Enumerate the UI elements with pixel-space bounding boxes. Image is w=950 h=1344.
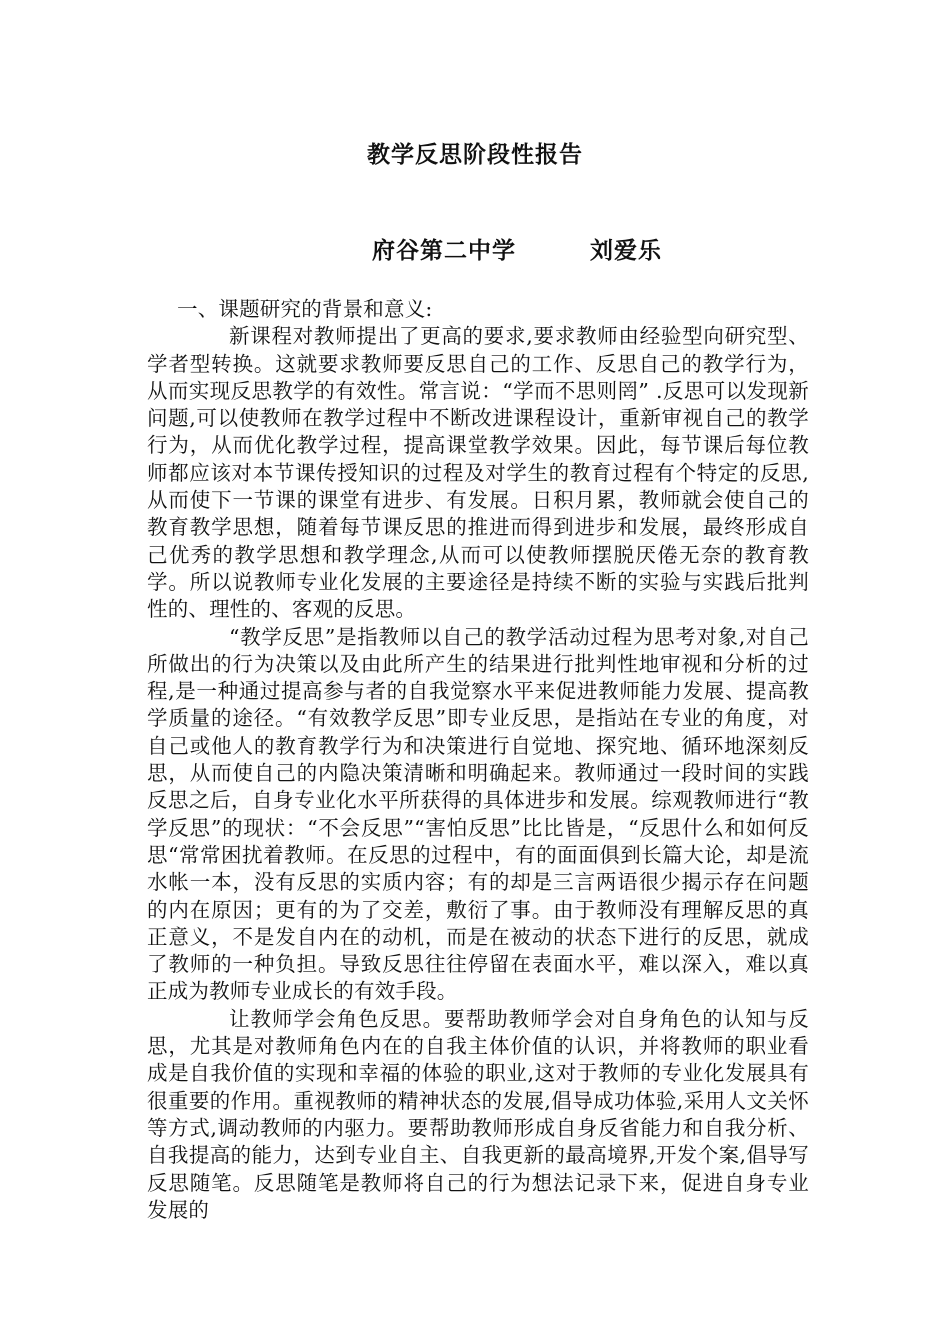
section-heading: 一、课题研究的背景和意义: [177, 297, 433, 321]
school-name: 府谷第二中学 [372, 237, 516, 264]
paragraph-1: 新课程对教师提出了更高的要求,要求教师由经验型向研究型、学者型转换。这就要求教师要反思自己的工作、反思自己的教学行为，从而实现反思教学的有效性。常言说：“学而不思则罔” .反思可以发现新问题,可以使教师在教学过程中不断改进课程设计，重新审视自己的教学行为，从而优化教学过程，提高课堂教学效果。因此，每节课后每位教师都应该对本节课传授知识的过程及对学生的教育过程有个特定的反思,从而使下一节课的课堂有进步、有发展。日积月累，教师就会使自己的教育教学思想，随着每节课反思的推进而得到进步和发展，最终形成自己优秀的教学思想和教学理念,从而可以使教师摆脱厌倦无奈的教育教学。所以说教师专业化发展的主要途径是持续不断的实验与实践后批判性的、理性的、客观的反思。 [147, 324, 809, 622]
paragraph-3: 让教师学会角色反思。要帮助教师学会对自身角色的认知与反思，尤其是对教师角色内在的自我主体价值的认识，并将教师的职业看成是自我价值的实现和幸福的体验的职业,这对于教师的专业化发展具有很重要的作用。重视教师的精神状态的发展,倡导成功体验,采用人文关怀等方式,调动教师的内驱力。要帮助教师形成自身反省能力和自我分析、自我提高的能力，达到专业自主、自我更新的最高境界,开发个案,倡导写反思随笔。反思随笔是教师将自己的行为想法记录下来，促进自身专业发展的 [147, 1006, 809, 1222]
paragraph-2: “教学反思”是指教师以自己的教学活动过程为思考对象,对自己所做出的行为决策以及由此所产生的结果进行批判性地审视和分析的过程,是一种通过提高参与者的自我觉察水平来促进教师能力发展、提高教学质量的途径。“有效教学反思”即专业反思，是指站在专业的角度，对自己或他人的教育教学行为和决策进行自觉地、探究地、循环地深刻反思，从而使自己的内隐决策清晰和明确起来。教师通过一段时间的实践反思之后，自身专业化水平所获得的具体进步和发展。综观教师进行“教学反思”的现状：“不会反思”“害怕反思”比比皆是，“反思什么和如何反思“常常困扰着教师。在反思的过程中，有的面面俱到长篇大论，却是流水帐一本，没有反思的实质内容；有的却是三言两语很少揭示存在问题的内在原因；更有的为了交差，敷衍了事。由于教师没有理解反思的真正意义，不是发自内在的动机，而是在被动的状态下进行的反思，就成了教师的一种负担。导致反思往往停留在表面水平，难以深入，难以真正成为教师专业成长的有效手段。 [147, 624, 809, 1004]
byline [0, 232, 950, 266]
document-body [147, 296, 809, 1224]
author-name: 刘爱乐 [590, 237, 662, 264]
document-title: 教学反思阶段性报告 [367, 141, 583, 168]
